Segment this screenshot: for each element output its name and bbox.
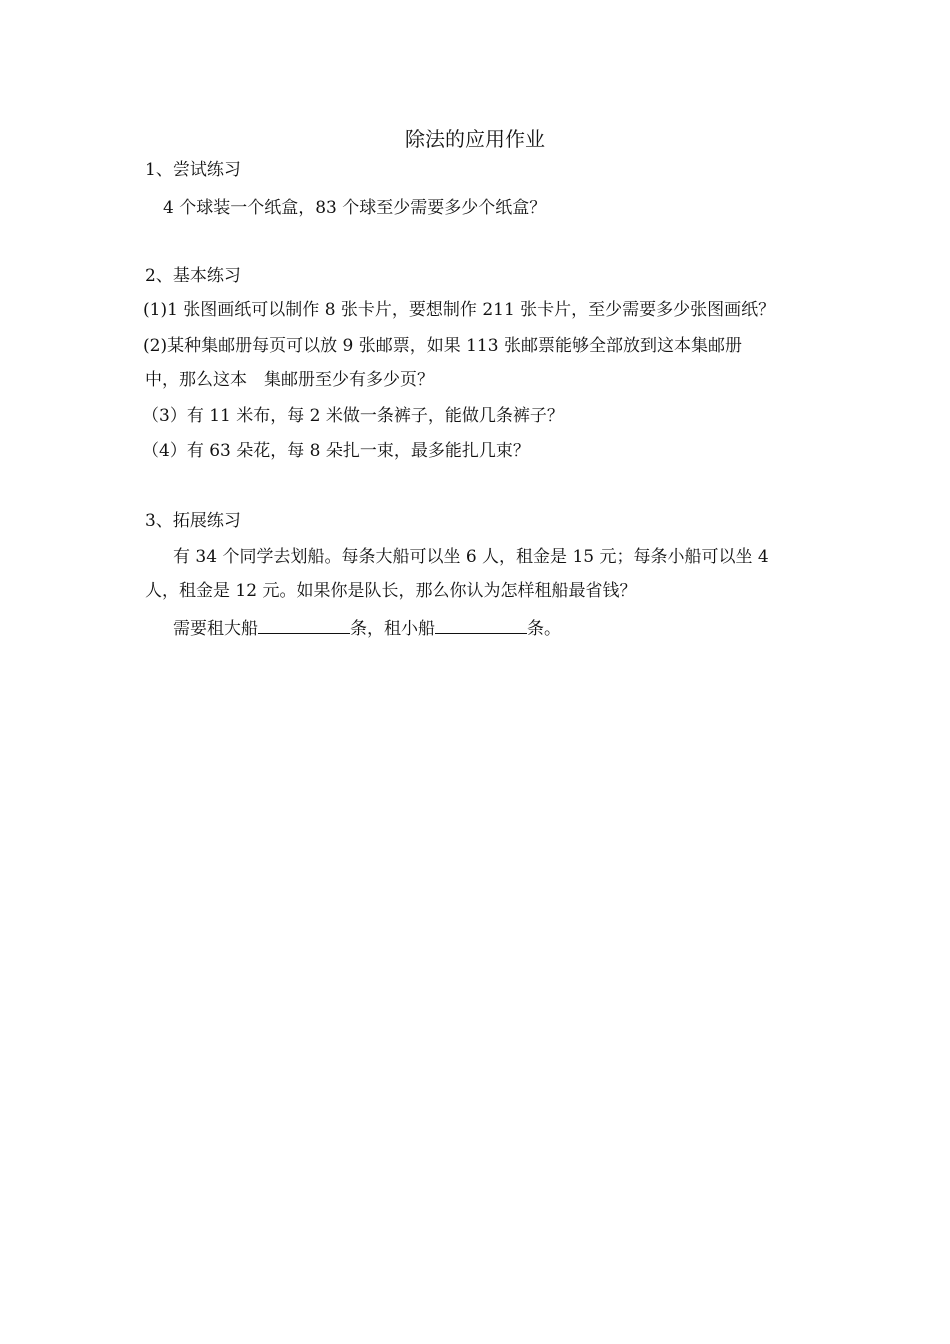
section-2-question-2-line-1: (2)某种集邮册每页可以放 9 张邮票，如果 113 张邮票能够全部放到这本集邮册 (143, 336, 742, 356)
section-2-question-2-line-2: 中，那么这本 集邮册至少有多少页？ (145, 370, 434, 390)
section-3-line-1: 有 34 个同学去划船。每条大船可以坐 6 人，租金是 15 元；每条小船可以坐 4 (173, 547, 769, 567)
section-3-heading: 3、拓展练习 (145, 511, 241, 531)
answer-text-big-boats: 需要租大船 (173, 619, 258, 639)
section-2-question-1: (1)1 张图画纸可以制作 8 张卡片，要想制作 211 张卡片，至少需要多少张图画纸？ (143, 300, 776, 320)
small-boat-count-blank[interactable] (435, 615, 527, 634)
section-2-question-3: （3）有 11 米布，每 2 米做一条裤子，能做几条裤子？ (142, 406, 564, 426)
section-3-answer-line (173, 615, 561, 641)
section-2-heading: 2、基本练习 (145, 266, 241, 286)
answer-text-end: 条。 (527, 619, 561, 639)
big-boat-count-blank[interactable] (258, 615, 350, 634)
page-title: 除法的应用作业 (405, 127, 545, 151)
answer-text-small-boats: 条，租小船 (350, 619, 435, 639)
section-3-line-2: 人，租金是 12 元。如果你是队长，那么你认为怎样租船最省钱？ (145, 581, 637, 601)
section-1-heading: 1、尝试练习 (145, 160, 241, 180)
section-1-question: 4 个球装一个纸盒，83 个球至少需要多少个纸盒？ (163, 198, 547, 218)
section-2-question-4: （4）有 63 朵花，每 8 朵扎一束，最多能扎几束？ (142, 441, 530, 461)
